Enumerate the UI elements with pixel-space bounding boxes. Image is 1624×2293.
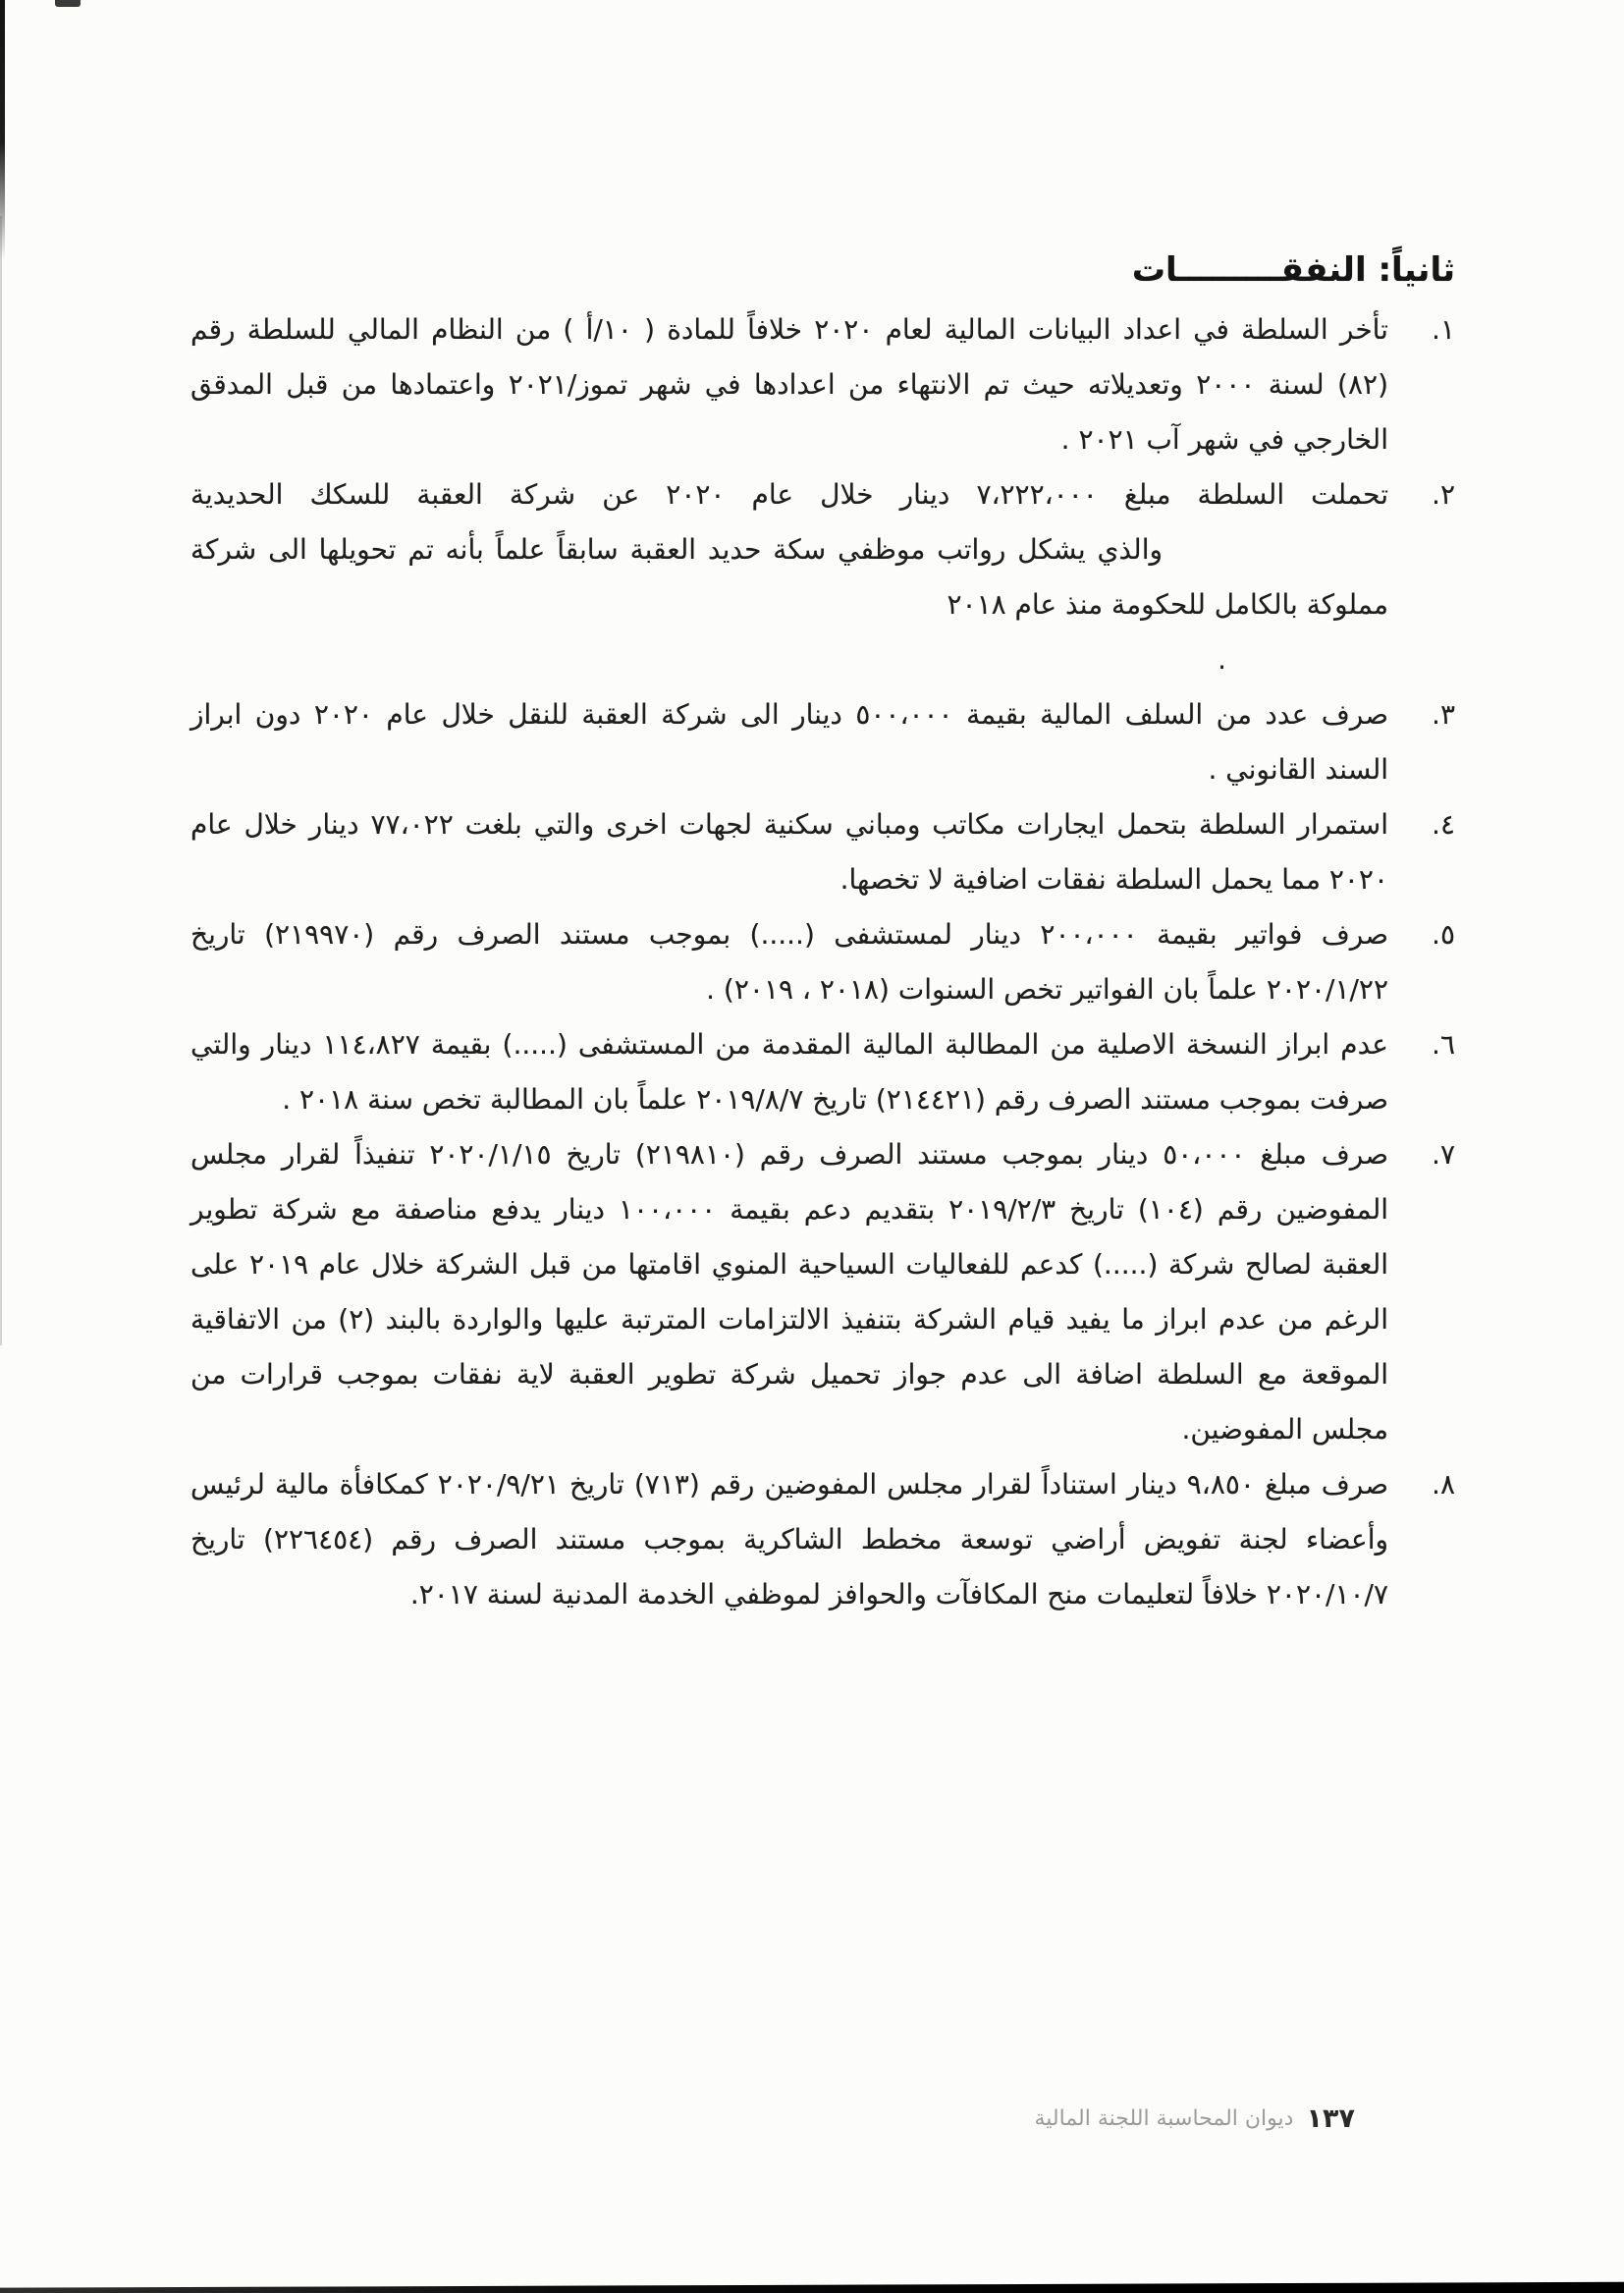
item-paragraph [190, 1457, 1388, 1622]
item-text [190, 302, 1388, 467]
page-footer [1035, 2103, 1356, 2134]
finding-item [189, 1017, 1455, 1127]
item-paragraph [190, 907, 1388, 1017]
section-title: ثانياً: النفقـــــــــات [1131, 250, 1455, 290]
findings-list [189, 302, 1455, 1622]
item-number: ٥. [1432, 918, 1455, 951]
scan-artifact-left-edge-faint [0, 216, 2, 1345]
finding-item [189, 907, 1455, 1017]
text-run: استمرار السلطة بتحمل ايجارات مكاتب ومباني سكنية لجهات اخرى والتي بلغت ٧٧،٠٢٢ دينار خلال عام ٢٠٢٠ مما يحمل السلطة نفقات اضافية لا تخصها. [190, 808, 1388, 896]
text-run: تأخر السلطة في اعداد البيانات المالية لعام ٢٠٢٠ خلافاً للمادة ( ١٠/أ ) من النظام المالي للسلطة رقم (٨٢) لسنة ٢٠٠٠ وتعديلاته حيث تم الانتهاء من اعدادها في شهر تموز/٢٠٢١ واعتمادها من قبل المدقق الخارجي في شهر آب ٢٠٢١ . [190, 313, 1388, 456]
scan-artifact-top-mark [55, 0, 81, 7]
item-text [190, 687, 1388, 797]
document-body [189, 0, 1624, 1622]
item-number: ٣. [1432, 698, 1455, 731]
item-number: ٢. [1432, 478, 1455, 511]
item-paragraph [190, 797, 1388, 907]
item-paragraph [190, 1017, 1388, 1127]
text-run: صرف مبلغ ٥٠،٠٠٠ دينار بموجب مستند الصرف رقم (٢١٩٨١٠) تاريخ ٢٠٢٠/١/١٥ تنفيذاً لقرار مجلس المفوضين رقم (١٠٤) تاريخ ٢٠١٩/٢/٣ بتقديم دعم بقيمة ١٠٠،٠٠٠ دينار يدفع مناصفة مع شركة تطوير العقبة لصالح شركة (.....) كدعم للفعاليات السياحية المنوي اقامتها من قبل الشركة خلال عام ٢٠١٩ على الرغم من عدم ابراز ما يفيد قيام الشركة بتنفيذ الالتزامات المترتبة عليها والواردة بالبند (٢) من الاتفاقية الموقعة مع السلطة اضافة الى عدم جواز تحميل شركة تطوير العقبة لاية نفقات بموجب قرارات من مجلس المفوضين. [190, 1138, 1389, 1446]
item-number: ٨. [1432, 1468, 1455, 1501]
text-run: صرف عدد من السلف المالية بقيمة ٥٠٠،٠٠٠ دينار الى شركة العقبة للنقل خلال عام ٢٠٢٠ دون ابراز السند القانوني . [190, 698, 1388, 786]
text-run: تحملت السلطة مبلغ ٧،٢٢٢،٠٠٠ دينار خلال عام ٢٠٢٠ عن شركة العقبة للسكك الحديدية [190, 478, 1388, 511]
item-number: ٤. [1432, 808, 1455, 841]
finding-item [189, 1127, 1455, 1457]
item-text [190, 1127, 1388, 1457]
finding-item [189, 1457, 1455, 1622]
item-text [190, 797, 1388, 907]
text-run: صرف مبلغ ٩،٨٥٠ دينار استناداً لقرار مجلس المفوضين رقم (٧١٣) تاريخ ٢٠٢٠/٩/٢١ كمكافأة مالية لرئيس وأعضاء لجنة تفويض أراضي توسعة مخطط الشاكرية بموجب مستند الصرف رقم (٢٢٦٤٥٤) تاريخ ٢٠٢٠/١٠/٧ خلافاً لتعليمات منح المكافآت والحوافز لموظفي الخدمة المدنية لسنة ٢٠١٧. [190, 1468, 1389, 1611]
text-run: صرف فواتير بقيمة ٢٠٠،٠٠٠ دينار لمستشفى (.....) بموجب مستند الصرف رقم (٢١٩٩٧٠) تاريخ ٢٠٢٠/١/٢٢ علماً بان الفواتير تخص السنوات (٢٠١٨ ، ٢٠١٩) . [190, 918, 1389, 1006]
item-text [190, 1017, 1388, 1127]
finding-item [189, 467, 1455, 687]
finding-item [189, 797, 1455, 907]
text-run: . [1218, 643, 1226, 676]
text-run: والذي يشكل رواتب موظفي سكة حديد العقبة سابقاً علماً بأنه تم تحويلها الى شركة مملوكة بالكامل للحكومة منذ عام ٢٠١٨ [190, 533, 1388, 621]
item-text [190, 467, 1388, 687]
item-paragraph [190, 467, 1388, 632]
footer-committee-label: ديوان المحاسبة اللجنة المالية [1034, 2106, 1294, 2131]
text-run: عدم ابراز النسخة الاصلية من المطالبة المالية المقدمة من المستشفى (.....) بقيمة ١١٤،٨٢٧ دينار والتي صرفت بموجب مستند الصرف رقم (٢١٤٤٢١) تاريخ ٢٠١٩/٨/٧ علماً بان المطالبة تخص سنة ٢٠١٨ . [190, 1028, 1389, 1116]
item-number: ٧. [1432, 1138, 1455, 1171]
item-paragraph [190, 1127, 1388, 1457]
finding-item [189, 302, 1455, 467]
page-number: ١٣٧ [1306, 2103, 1355, 2134]
scan-artifact-bottom-edge [0, 2279, 1624, 2293]
item-text [190, 1457, 1388, 1622]
item-paragraph [190, 687, 1388, 797]
item-number: ١. [1432, 313, 1455, 346]
item-paragraph [190, 302, 1388, 467]
item-number: ٦. [1432, 1028, 1455, 1061]
item-text [190, 907, 1388, 1017]
trailing-dot-line [190, 632, 1388, 687]
finding-item [189, 687, 1455, 797]
